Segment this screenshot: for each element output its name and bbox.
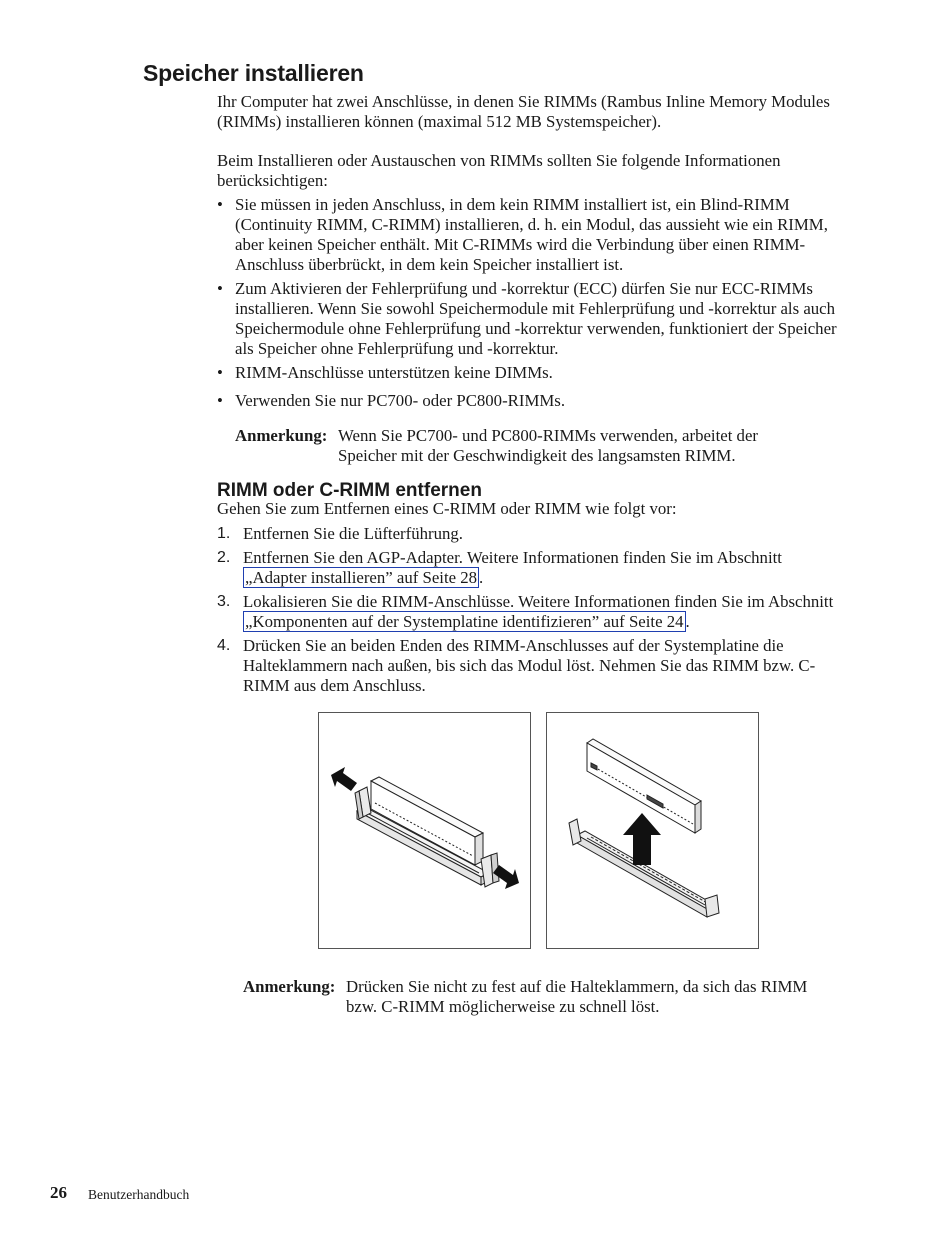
book-title: Benutzerhandbuch: [88, 1187, 190, 1202]
note-label: Anmerkung:: [243, 977, 336, 996]
rimm-lift-illustration: [547, 713, 758, 948]
bullet-text: Sie müssen in jeden Anschluss, in dem kein RIMM installiert ist, ein Blind-RIMM (Continuity RIMM, C-RIMM) installieren, d. h. ein Modul, das aussieht wie ein RIMM, aber keinen Speicher enthält. Mit C-RIMMs wird die Verbindung über einen RIMM-Anschluss überbrückt, in dem kein Speicher installiert ist.: [235, 195, 828, 274]
note-text: Wenn Sie PC700- und PC800-RIMMs verwenden, arbeitet der Speicher mit der Geschwindigkeit des langsamsten RIMM.: [338, 426, 758, 465]
figure-remove-module: [546, 712, 759, 949]
step-number: 4.: [217, 637, 231, 654]
step-item: [217, 548, 842, 588]
lead-paragraph: Beim Installieren oder Austauschen von RIMMs sollten Sie folgende Informationen berücksichtigen:: [217, 151, 781, 190]
figure-release-clips: [318, 712, 531, 949]
section-title-remove-rimm: RIMM oder C-RIMM entfernen: [217, 480, 482, 501]
step-text: Entfernen Sie die Lüfterführung.: [243, 524, 463, 543]
step-item: [217, 524, 842, 544]
bullet-text: RIMM-Anschlüsse unterstützen keine DIMMs.: [235, 363, 553, 382]
step-text: Entfernen Sie den AGP-Adapter. Weitere Informationen finden Sie im Abschnitt: [243, 548, 782, 567]
link-adapter-installieren[interactable]: „Adapter installieren” auf Seite 28: [245, 568, 478, 587]
page-number: 26: [50, 1183, 67, 1202]
intro-paragraph: Ihr Computer hat zwei Anschlüsse, in denen Sie RIMMs (Rambus Inline Memory Modules (RIMMs) installieren können (maximal 512 MB Systemspeicher).: [217, 92, 830, 131]
step-item: [217, 592, 842, 632]
list-item: [217, 195, 842, 275]
bullet-glyph: •: [217, 279, 223, 298]
note-text: Drücken Sie nicht zu fest auf die Halteklammern, da sich das RIMM bzw. C-RIMM möglicherweise zu schnell löst.: [346, 977, 808, 1016]
step-item: [217, 636, 842, 696]
list-item: [217, 363, 842, 383]
bullet-glyph: •: [217, 391, 223, 410]
step-number: 1.: [217, 525, 231, 542]
step-text: Lokalisieren Sie die RIMM-Anschlüsse. Weitere Informationen finden Sie im Abschnitt: [243, 592, 834, 611]
removal-steps-list: [217, 524, 842, 696]
note-halteklammern: [243, 977, 843, 1019]
note-label: Anmerkung:: [235, 426, 328, 445]
page-title: Speicher installieren: [143, 60, 364, 86]
bullet-text: Zum Aktivieren der Fehlerprüfung und -korrektur (ECC) dürfen Sie nur ECC-RIMMs installieren. Wenn Sie sowohl Speichermodule mit Fehlerprüfung und -korrektur als auch Speichermodule ohne Fehlerprüfung und -korrektur verwenden, funktioniert der Speicher als Speicher ohne Fehlerprüfung und -korrektur.: [235, 279, 837, 358]
step-number: 3.: [217, 593, 231, 610]
step-text-end: .: [685, 612, 690, 631]
link-komponenten-identifizieren[interactable]: „Komponenten auf der Systemplatine identifizieren” auf Seite 24: [245, 612, 684, 631]
note-pc700: [235, 426, 835, 468]
list-item: [217, 391, 842, 411]
bullet-glyph: •: [217, 363, 223, 382]
list-item: [217, 279, 842, 359]
bullet-glyph: •: [217, 195, 223, 214]
section-lead: Gehen Sie zum Entfernen eines C-RIMM oder RIMM wie folgt vor:: [217, 499, 677, 518]
step-number: 2.: [217, 549, 231, 566]
rimm-release-illustration: [319, 713, 530, 948]
step-text: Drücken Sie an beiden Enden des RIMM-Anschlusses auf der Systemplatine die Halteklammern nach außen, bis sich das Modul löst. Nehmen Sie das RIMM bzw. C-RIMM aus dem Anschluss.: [243, 636, 816, 695]
step-text-end: .: [479, 568, 484, 587]
bullet-text: Verwenden Sie nur PC700- oder PC800-RIMMs.: [235, 391, 566, 410]
info-bullet-list: [217, 195, 842, 411]
